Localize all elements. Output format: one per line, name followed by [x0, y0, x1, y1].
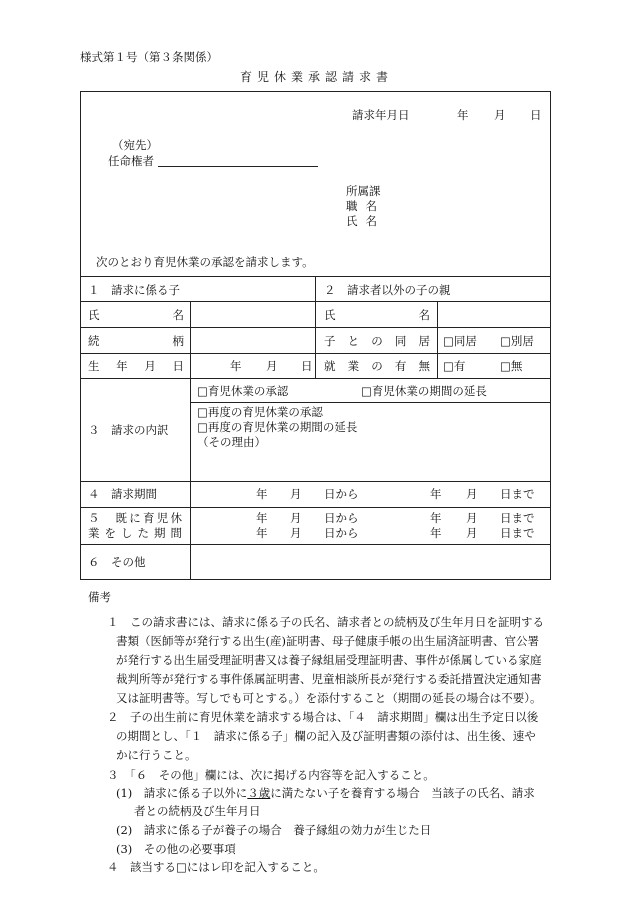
prior1-to-month: 月	[466, 511, 478, 525]
section5-label-line1: ５ 既に育児休	[88, 511, 182, 525]
period-from-year: 年	[256, 487, 268, 501]
note3-item1-post: に満たない子を養育する場合 当該子の氏名、請求	[270, 786, 535, 800]
employment-label: 就業の有無	[324, 359, 430, 373]
cohabit-yes-checkbox[interactable]: □同居	[443, 334, 477, 348]
employment-yes-checkbox[interactable]: □有	[443, 359, 466, 373]
note3: ３ 「６ その他」欄には、次に掲げる内容等を記入すること。	[107, 768, 435, 782]
period-to-day: 日まで	[500, 487, 535, 501]
note1-line5: 又は証明書等。写しでも可とする。）を添付すること（期間の延長の場合は不要）。	[116, 691, 542, 705]
birth-month: 月	[266, 359, 278, 373]
note1-line2: 書類（医師等が発行する出生(産)証明書、母子健康手帳の出生届済証明書、官公署	[116, 634, 539, 648]
form-number-label: 様式第１号（第３条関係）	[80, 50, 218, 64]
note2-line2: の期間とし、「１ 請求に係る子」欄の記入及び証明書類の添付は、出生後、速や	[116, 729, 536, 743]
request-date-day: 日	[530, 108, 542, 122]
birthdate-label: 生年月日	[88, 359, 184, 373]
addressee-label: （宛先）	[112, 138, 158, 152]
period-from-month: 月	[290, 487, 302, 501]
rule-6	[80, 481, 551, 482]
prior2-from-day: 日から	[324, 526, 359, 540]
reason-label: （その理由）	[197, 435, 266, 449]
note3-item2: (2) 請求に係る子が養子の場合 養子縁組の効力が生じた日	[116, 823, 432, 837]
employment-no-checkbox[interactable]: □無	[500, 359, 523, 373]
request-statement: 次のとおり育児休業の承認を請求します。	[96, 255, 314, 269]
prior2-to-day: 日まで	[500, 526, 535, 540]
note1-line3: が発行する出生届受理証明書又は養子縁組届受理証明書、事件が係属している家庭	[116, 653, 542, 667]
note3-item1-line2: 者との続柄及び生年月日	[134, 804, 261, 818]
request-date-label: 請求年月日	[352, 108, 410, 122]
note4: ４ 該当する□にはレ印を記入すること。	[107, 860, 325, 874]
other-parent-name-label: 氏名	[324, 308, 430, 322]
section1-title: １ 請求に係る子	[88, 283, 180, 297]
vrule-left-col	[190, 301, 191, 378]
period-to-month: 月	[466, 487, 478, 501]
notes-title: 備考	[88, 590, 111, 604]
prior1-from-year: 年	[256, 511, 268, 525]
prior1-to-year: 年	[430, 511, 442, 525]
vrule-lower-col	[190, 378, 191, 580]
section2-title: ２ 請求者以外の子の親	[324, 283, 451, 297]
request-date-year: 年	[457, 108, 469, 122]
dept-label: 所属課	[346, 184, 381, 198]
opt-extension-checkbox[interactable]: □育児休業の期間の延長	[361, 384, 487, 398]
period-from-day: 日から	[324, 487, 359, 501]
birth-year: 年	[230, 359, 242, 373]
note3-item3: (3) その他の必要事項	[116, 842, 236, 856]
prior1-from-month: 月	[290, 511, 302, 525]
note2-line1: ２ 子の出生前に育児休業を請求する場合は、「４ 請求期間」欄は出生予定日以後	[107, 710, 539, 724]
period-to-year: 年	[430, 487, 442, 501]
rule-8	[80, 544, 551, 545]
note1-line1: １ この請求書には、請求に係る子の氏名、請求者との続柄及び生年月日を証明する	[107, 615, 544, 629]
section5-label-line2: 業をした期間	[88, 526, 182, 540]
position-label-text: 職名	[346, 199, 385, 213]
vrule-middle	[315, 276, 316, 378]
birth-day: 日	[301, 359, 313, 373]
section6-label: ６ その他	[88, 555, 146, 569]
relation-label: 続柄	[88, 334, 184, 348]
position-label	[346, 199, 385, 213]
prior2-from-month: 月	[290, 526, 302, 540]
opt-re-approval-checkbox[interactable]: □再度の育児休業の承認	[197, 405, 323, 419]
opt-re-extension-checkbox[interactable]: □再度の育児休業の期間の延長	[197, 420, 358, 434]
prior2-from-year: 年	[256, 526, 268, 540]
section3-label: ３ 請求の内訳	[88, 423, 169, 437]
appointer-underline	[158, 166, 318, 167]
prior1-to-day: 日まで	[500, 511, 535, 525]
cohabit-label: 子との同居	[324, 334, 430, 348]
rule-3a	[190, 402, 551, 403]
rule-7	[80, 507, 551, 508]
prior1-from-day: 日から	[324, 511, 359, 525]
cohabit-no-checkbox[interactable]: □別居	[500, 334, 534, 348]
note3-item1-pre: (1) 請求に係る子以外に	[116, 786, 248, 800]
prior2-to-month: 月	[466, 526, 478, 540]
child-name-label: 氏名	[88, 308, 184, 322]
rule-5	[80, 378, 551, 379]
appointer-label: 任命権者	[108, 154, 154, 168]
section4-label: ４ 請求期間	[88, 487, 157, 501]
note3-item1-line1	[116, 784, 535, 802]
note1-line4: 裁判所等が発行する事件係属証明書、児童相談所長が発行する委託措置決定通知書	[116, 672, 542, 686]
form-title: 育児休業承認請求書	[240, 70, 394, 84]
prior2-to-year: 年	[430, 526, 442, 540]
note2-line3: かに行うこと。	[116, 748, 197, 762]
request-date-month: 月	[494, 108, 506, 122]
name-label	[346, 214, 385, 228]
opt-approval-checkbox[interactable]: □育児休業の承認	[197, 384, 289, 398]
name-label-text: 氏名	[346, 214, 385, 228]
note3-item1-age: ３歳	[247, 786, 271, 800]
vrule-right-col	[437, 301, 438, 378]
